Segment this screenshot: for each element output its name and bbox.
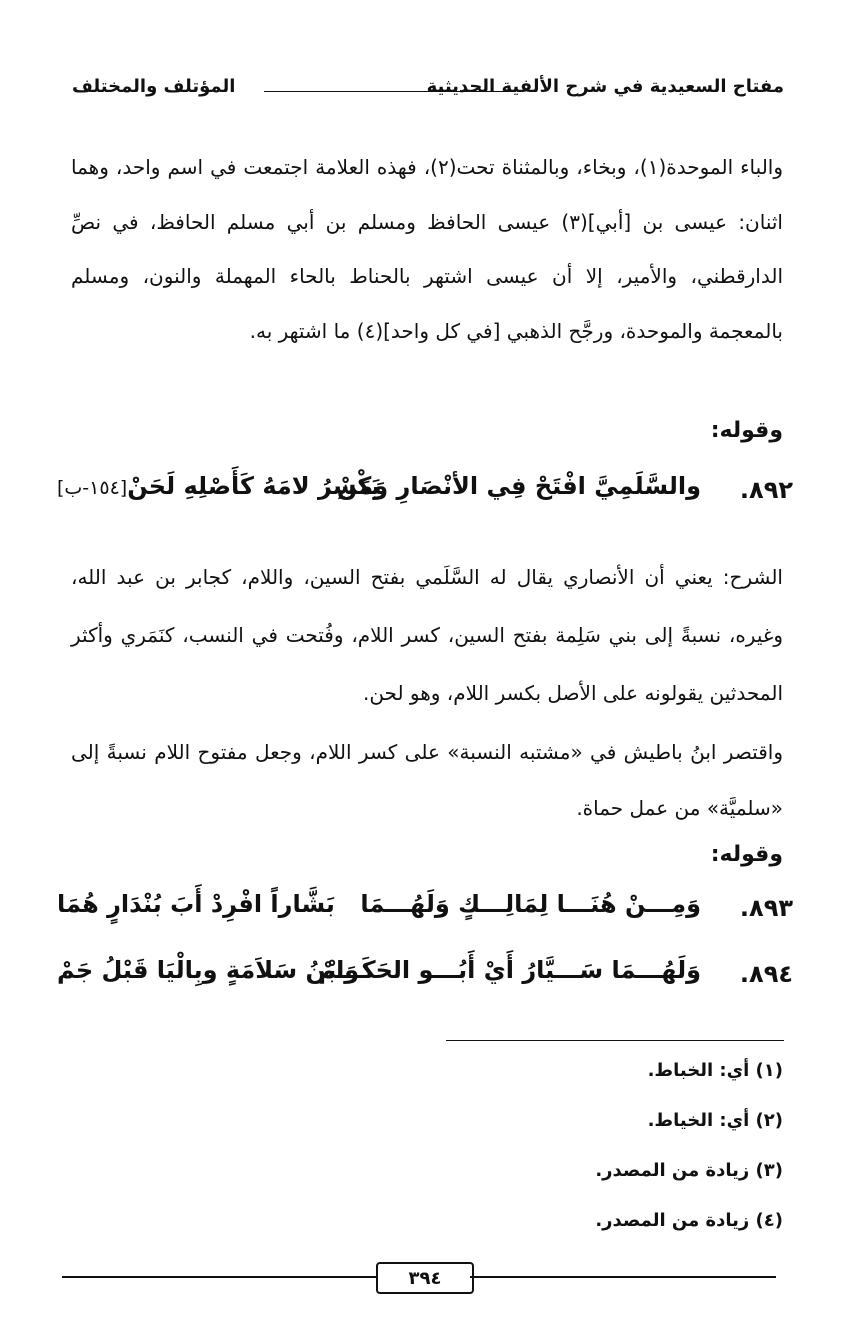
chapter-title: المؤتلف والمختلف	[72, 76, 236, 97]
paragraph-1: والباء الموحدة(١)، وبخاء، وبالمثناة تحت(٢)، فهذه العلامة اجتمعت في اسم واحد، وهما اثنان: عيسى بن [أبي](٣) عيسى الحافظ ومسلم بن أبي مسلم الحافظ، في نصِّ الدارقطني، والأمير، إلا أن عيسى اشتهر بالحناط بالحاء المهملة والنون، ومسلم بالمعجمة والموحدة، ورجَّح الذهبي [في كل واحد](٤) ما اشتهر به.	[71, 155, 783, 343]
verse-first-hemistich: والسَّلَمِيَّ افْتَحْ فِي الأنْصَارِ وَمَنْ	[336, 472, 701, 500]
folio-marker: [١٥٤-ب]	[57, 477, 128, 499]
footnote-3: (٣) زيادة من المصدر.	[595, 1160, 783, 1181]
verse-892	[57, 472, 793, 516]
verse-894	[57, 956, 793, 1000]
verse-first-hemistich: وَمِـــنْ هُنَـــا لِمَالِـــكٍ وَلَهُـــمَا	[360, 890, 701, 918]
verse-number: ٨٩٤.	[739, 960, 793, 988]
page-number: ٣٩٤	[376, 1262, 474, 1294]
verse-hemistich-text: يَكْسِرُ لامَهُ كَأَصْلِهِ لَحَنْ	[127, 472, 381, 500]
commentary-paragraph: الشرح: يعني أن الأنصاري يقال له السَّلَمي بفتح السين، واللام، كجابر بن عبد الله، وغيره، نسبةً إلى بني سَلِمة بفتح السين، كسر اللام، وفُتحت في النسب، كنَمَري وأكثر المحدثين يقولونه على الأصل بكسر اللام، وهو لحن.	[71, 565, 783, 705]
paragraph-3: واقتصر ابنُ باطيش في «مشتبه النسبة» على كسر اللام، وجعل مفتوح اللام نسبةً إلى «سلميَّة» من عمل حماة.	[71, 740, 783, 820]
qawl-heading-1: وقوله:	[710, 418, 783, 443]
header-rule	[264, 91, 516, 92]
footer-rule-left	[62, 1276, 376, 1278]
qawl-heading-2: وقوله:	[710, 842, 783, 867]
verse-second-hemistich	[57, 472, 380, 500]
footer-rule-right	[470, 1276, 776, 1278]
verse-second-hemistich: وَابْنُ سَلاَمَةٍ وبِالْيَا قَبْلُ جَمْ	[57, 956, 360, 984]
footnote-4: (٤) زيادة من المصدر.	[595, 1210, 783, 1231]
footnote-2: (٢) أي: الخياط.	[647, 1110, 783, 1131]
verse-second-hemistich: بَشَّاراً افْرِدْ أَبَ بُنْدَارٍ هُمَا	[57, 890, 335, 918]
running-header	[72, 76, 784, 106]
footnote-separator	[446, 1040, 784, 1041]
verse-number: ٨٩٢.	[739, 476, 793, 504]
verse-893	[57, 890, 793, 934]
verse-first-hemistich: وَلَهُـــمَا سَـــيَّارُ أَيْ أَبُـــو الحَكَـــمْ	[318, 956, 701, 984]
verse-number: ٨٩٣.	[739, 894, 793, 922]
book-title: مفتاح السعيدية في شرح الألفية الحديثية	[426, 76, 784, 97]
footnote-1: (١) أي: الخباط.	[647, 1060, 783, 1081]
